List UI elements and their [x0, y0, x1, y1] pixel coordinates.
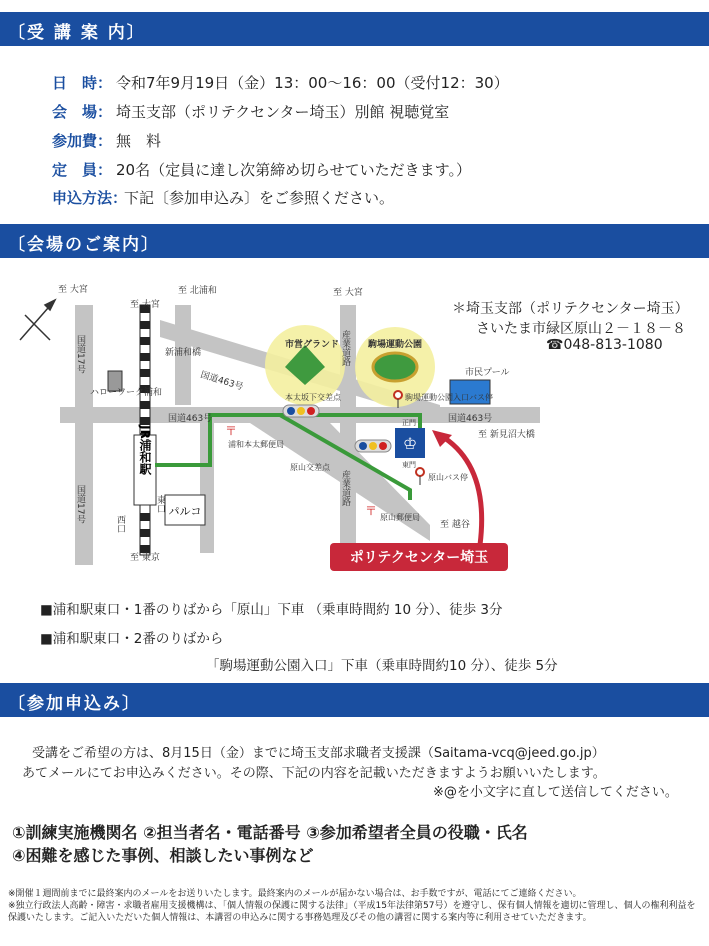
map-label: 至 新見沼大橋 [478, 430, 535, 440]
post-office-icon: 〒 [365, 504, 378, 518]
map-label: 市民プール [465, 368, 510, 378]
map-label: 至 北浦和 [178, 286, 217, 296]
map-label: 至 大宮 [333, 288, 363, 298]
map-label: 駒場運動公園入口バス停 [405, 393, 493, 402]
info-row-venue [52, 101, 449, 122]
info-row-fee [52, 130, 161, 151]
note-2: ※独立行政法人高齢・障害・求職者雇用支援機構は、「個人情報の保護に関する法律」（平成15年法律第57号）を遵守し、保有個人情報を適切に管理し、個人の権利利益を保護いたします。ご記入いただいた個人情報は、本講習の申込みに関する事務処理及びその他の講習に関する案内等に利用させていただきます。 [8, 901, 696, 923]
route-line-3: 「駒場運動公園入口」下車（乗車時間約10 分）、徒歩 5分 [206, 658, 558, 674]
info-label: 参加費： [52, 132, 113, 150]
info-label: 申込方法： [52, 189, 128, 207]
map-label: 至 大宮 [58, 285, 88, 295]
map-label: 国道463号 [199, 370, 245, 393]
post-office-icon: 〒 [225, 424, 238, 438]
map-label: 東門 [402, 461, 416, 469]
parco-label: パルコ [168, 505, 202, 518]
route-line-2: ■浦和駅東口・2番のりばから [40, 631, 224, 647]
map-label: 原山交差点 [290, 463, 330, 472]
section-header-apply: 〔参加申込み〕 [0, 683, 709, 717]
traffic-light-icon [355, 440, 391, 452]
info-value: 令和7年9月19日（金）13：00～16：00（受付12：30） [116, 74, 509, 92]
section-header-course: 〔受 講 案 内〕 [0, 12, 709, 46]
north-compass-icon [20, 300, 55, 340]
info-label: 定 員： [52, 161, 113, 179]
map-label: 原山バス停 [428, 473, 468, 482]
notes-block [8, 888, 703, 924]
info-value: 無 料 [116, 132, 162, 150]
info-row-datetime [52, 72, 509, 93]
route-line-1: ■浦和駅東口・1番のりばから「原山」下車 （乗車時間約 10 分）、徒歩 3分 [40, 602, 503, 618]
map-label: 国道463号 [448, 414, 493, 424]
apply-items-2: ④困難を感じた事例、相談したい事例など [12, 846, 314, 865]
map-label: 駒場運動公園 [368, 340, 423, 350]
traffic-light-icon [283, 405, 319, 417]
info-value: 下記〔参加申込み〕をご参照ください。 [124, 189, 395, 207]
info-value: 埼玉支部（ポリテクセンター埼玉）別館 視聴覚室 [116, 103, 450, 121]
map-label: 正門 [402, 419, 416, 427]
bus-stop-icon [416, 468, 424, 485]
info-row-apply-method [52, 187, 394, 208]
note-1: ※開催１週間前までに最終案内のメールをお送りいたします。最終案内のメールが届かない場合は、お手数ですが、電話にてご連絡ください。 [8, 889, 582, 899]
map-label: 産業道路 [340, 330, 350, 366]
map-label: 至 大宮 [130, 300, 160, 310]
map-label: 浦和本太郵便局 [228, 440, 284, 449]
apply-line-2: あてメールにてお申込みください。その際、下記の内容を記載いただきますようお願いいたします。 [22, 766, 606, 781]
polytech-logo-icon: ♔ [402, 434, 418, 453]
map-label: ハローワーク浦和 [90, 388, 163, 398]
map-label: 原山郵便局 [380, 513, 420, 522]
apply-line-3: ※@を小文字に直して送信してください。 [433, 785, 678, 800]
map-label: 東口 [155, 495, 165, 513]
map-label: 至 東京 [130, 553, 160, 563]
map-label: 新浦和橋 [165, 348, 202, 358]
section-header-venue: 〔会場のご案内〕 [0, 224, 709, 258]
polytech-callout-label: ポリテクセンター埼玉 [349, 550, 489, 566]
map-label: 国道17号 [75, 485, 85, 524]
jr-station-label: JR浦和駅 [138, 425, 152, 475]
apply-line-1: 受講をご希望の方は、8月15日（金）までに埼玉支部求職者支援課（Saitama-vcq@jeed.go.jp） [32, 746, 605, 761]
map-label: 国道17号 [75, 335, 85, 374]
venue-phone: ☎048-813-1080 [546, 337, 663, 353]
map-label: 市営グランド [285, 340, 340, 350]
info-value: 20名（定員に達し次第締め切らせていただきます。） [116, 161, 471, 179]
map-label: 至 越谷 [440, 520, 470, 530]
apply-items-1: ①訓練実施機関名 ②担当者名・電話番号 ③参加希望者全員の役職・氏名 [12, 823, 528, 842]
map-label: 西口 [115, 515, 125, 533]
info-label: 日 時： [52, 74, 113, 92]
venue-name: ＊埼玉支部（ポリテクセンター埼玉） [452, 301, 689, 317]
map-label: 本太坂下交差点 [285, 393, 341, 402]
venue-address: さいたま市緑区原山２－１８－８ [476, 321, 686, 337]
info-row-capacity [52, 159, 471, 180]
stadium-icon [373, 353, 417, 381]
map-label: 国道463号 [168, 414, 213, 424]
info-label: 会 場： [52, 103, 113, 121]
map-label: 産業道路 [340, 470, 350, 506]
